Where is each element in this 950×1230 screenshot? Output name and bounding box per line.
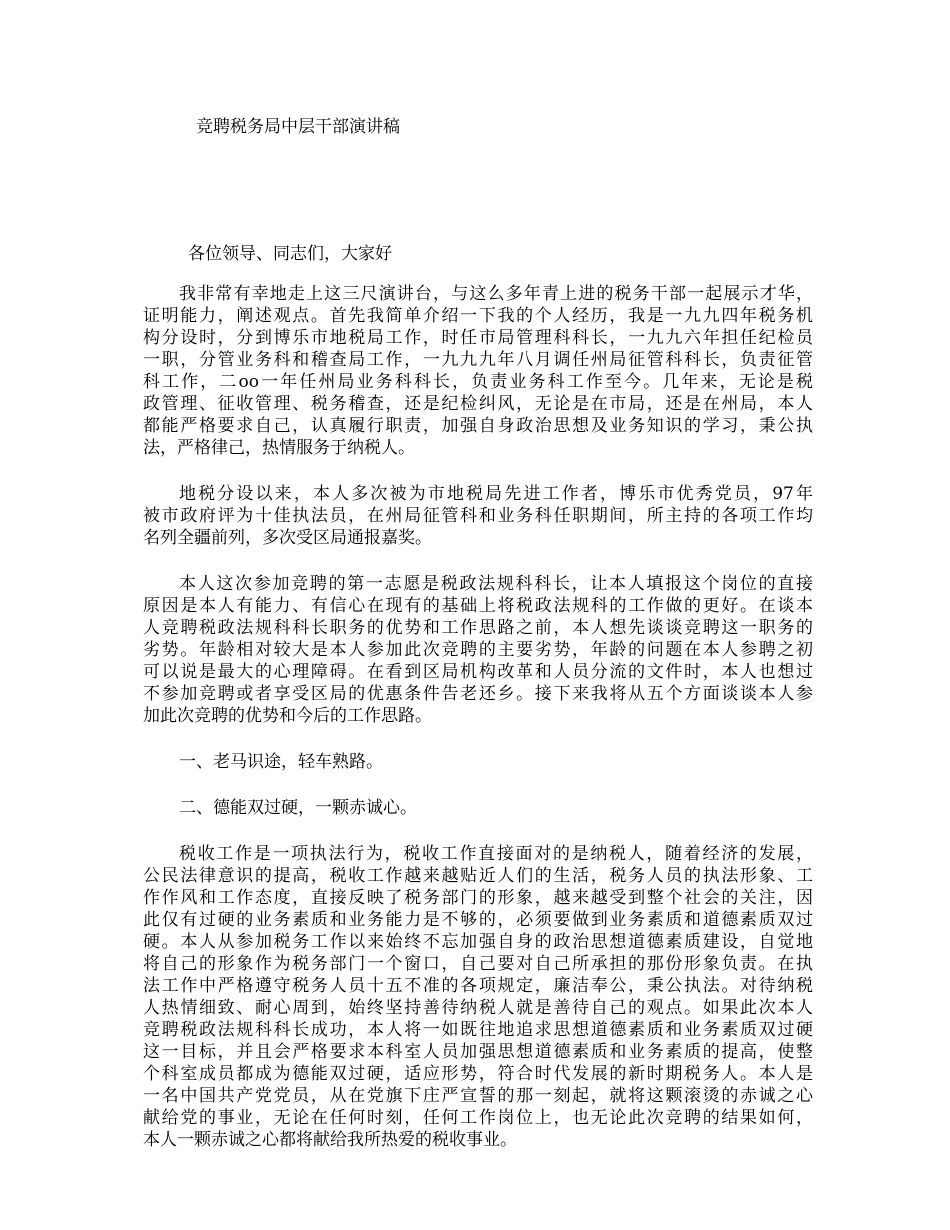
paragraph-line: 本人这次参加竞聘的第一志愿是税政法规科科长，让本人填报这个岗位的直接 bbox=[179, 574, 813, 594]
paragraph-line: 献给党的事业，无论在任何时刻，任何工作岗位上，也无论此次竞聘的结果如何， bbox=[143, 1108, 813, 1128]
paragraph-line: 硬。本人从参加税务工作以来始终不忘加强自身的政治思想道德素质建设，自觉地 bbox=[143, 932, 813, 952]
paragraph-line: 竞聘税政法规科科长成功，本人将一如既往地追求思想道德素质和业务素质双过硬 bbox=[143, 1020, 813, 1040]
document-title: 竞聘税务局中层干部演讲稿 bbox=[196, 117, 400, 137]
paragraph-line: 被市政府评为十佳执法员，在州局征管科和业务科任职期间，所主持的各项工作均 bbox=[143, 506, 813, 526]
paragraph bbox=[143, 751, 813, 773]
paragraph-line: 劣势。年龄相对较大是本人参加此次竞聘的主要劣势，年龄的问题在本人参聘之初 bbox=[143, 640, 813, 660]
paragraph-line: 一名中国共产党党员，从在党旗下庄严宣誓的那一刻起，就将这颗滚烫的赤诚之心 bbox=[143, 1086, 813, 1106]
paragraph-line: 本人一颗赤诚之心都将献给我所热爱的税收事业。 bbox=[143, 1130, 517, 1150]
paragraph-line: 可以说是最大的心理障碍。在看到区局机构改革和人员分流的文件时，本人也想过 bbox=[143, 662, 813, 682]
paragraph-line: 都能严格要求自己，认真履行职责，加强自身政治思想及业务知识的学习，秉公执 bbox=[143, 416, 813, 436]
paragraph-line: 公民法律意识的提高，税收工作越来越贴近人们的生活，税务人员的执法形象、工 bbox=[143, 866, 813, 886]
greeting-line: 各位领导、同志们，大家好 bbox=[188, 244, 392, 264]
paragraph-line: 政管理、征收管理、税务稽查，还是纪检纠风，无论是在市局，还是在州局，本人 bbox=[143, 394, 813, 414]
paragraph-line: 这一目标，并且会严格要求本科室人员加强思想道德素质和业务素质的提高，使整 bbox=[143, 1042, 813, 1062]
paragraph-line: 人竞聘税政法规科科长职务的优势和工作思路之前，本人想先谈谈竞聘这一职务的 bbox=[143, 618, 813, 638]
paragraph-line: 构分设时，分到博乐市地税局工作，时任市局管理科科长，一九九六年担任纪检员 bbox=[143, 328, 813, 348]
paragraph-line: 科工作，二oo一年任州局业务科科长，负责业务科工作至今。几年来，无论是税 bbox=[143, 372, 813, 392]
paragraph-line: 作作风和工作态度，直接反映了税务部门的形象，越来越受到整个社会的关注，因 bbox=[143, 888, 813, 908]
paragraph bbox=[143, 573, 813, 727]
paragraph-line: 法，严格律己，热情服务于纳税人。 bbox=[143, 438, 415, 458]
paragraph bbox=[143, 283, 813, 459]
paragraph-line: 此仅有过硬的业务素质和业务能力是不够的，必须要做到业务素质和道德素质双过 bbox=[143, 910, 813, 930]
paragraph-line: 加此次竞聘的优势和今后的工作思路。 bbox=[143, 706, 432, 726]
paragraph-line: 法工作中严格遵守税务人员十五不准的各项规定，廉洁奉公，秉公执法。对待纳税 bbox=[143, 976, 813, 996]
paragraph-line: 名列全疆前列，多次受区局通报嘉奖。 bbox=[143, 528, 432, 548]
paragraph-line: 原因是本人有能力、有信心在现有的基础上将税政法规科的工作做的更好。在谈本 bbox=[143, 596, 813, 616]
section-heading: 二、德能双过硬，一颗赤诚心。 bbox=[179, 798, 417, 818]
paragraph-line: 税收工作是一项执法行为，税收工作直接面对的是纳税人，随着经济的发展， bbox=[179, 844, 813, 864]
paragraph-line: 证明能力，阐述观点。首先我简单介绍一下我的个人经历，我是一九九四年税务机 bbox=[143, 306, 813, 326]
paragraph bbox=[143, 843, 813, 1151]
paragraph-line: 不参加竞聘或者享受区局的优惠条件告老还乡。接下来我将从五个方面谈谈本人参 bbox=[143, 684, 813, 704]
document-body bbox=[143, 283, 813, 1175]
paragraph-line: 人热情细致、耐心周到，始终坚持善待纳税人就是善待自己的观点。如果此次本人 bbox=[143, 998, 813, 1018]
paragraph-line: 地税分设以来，本人多次被为市地税局先进工作者，博乐市优秀党员，97年 bbox=[179, 484, 813, 504]
paragraph-line: 我非常有幸地走上这三尺演讲台，与这么多年青上进的税务干部一起展示才华， bbox=[179, 284, 813, 304]
paragraph-line: 个科室成员都成为德能双过硬，适应形势，符合时代发展的新时期税务人。本人是 bbox=[143, 1064, 813, 1084]
paragraph-line: 将自己的形象作为税务部门一个窗口，自己要对自己所承担的那份形象负责。在执 bbox=[143, 954, 813, 974]
paragraph bbox=[143, 483, 813, 549]
section-heading: 一、老马识途，轻车熟路。 bbox=[179, 752, 383, 772]
paragraph-line: 一职，分管业务科和稽查局工作，一九九九年八月调任州局征管科科长，负责征管 bbox=[143, 350, 813, 370]
paragraph bbox=[143, 797, 813, 819]
